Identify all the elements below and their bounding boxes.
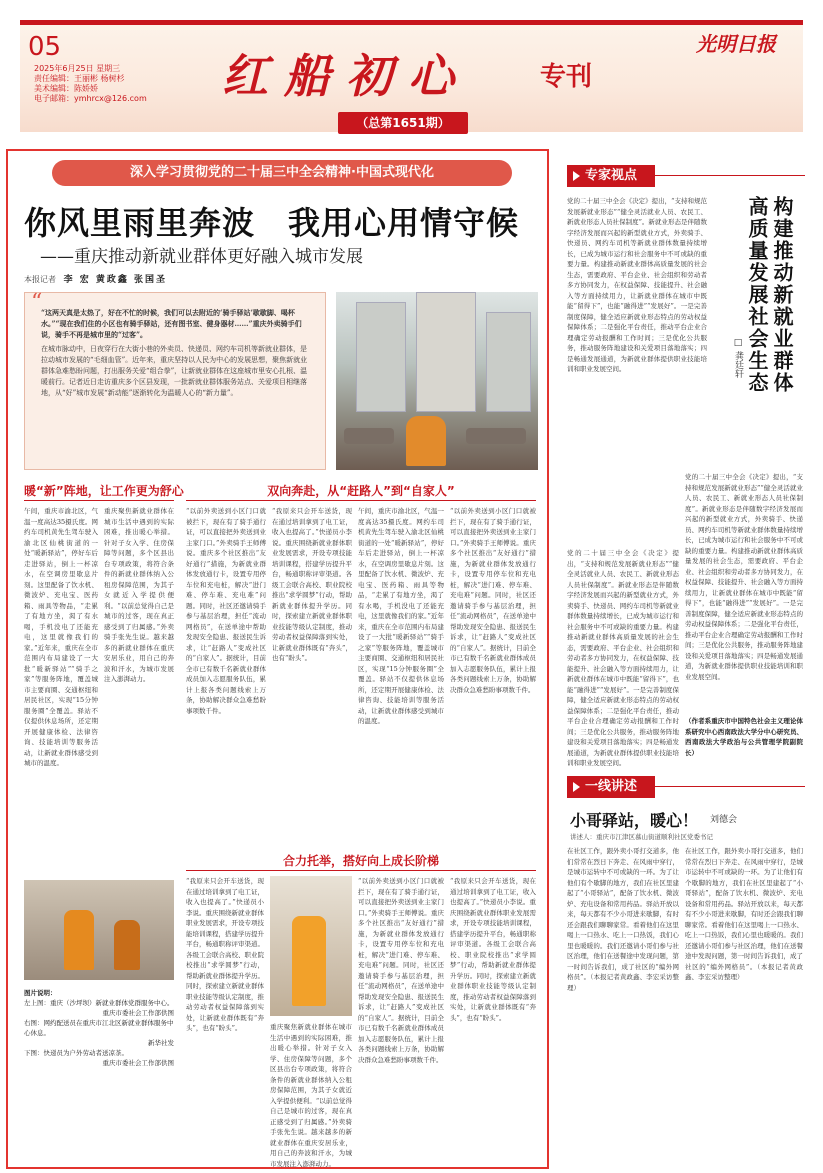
frontline-column-1: 在社区工作，跟外卖小哥打交道多，他们常常在烈日下奔走、在风雨中穿行，是城市运转中不可或缺的一环。为了让他们有个歇脚的地方，我们在社区里建起了“小哥驿站”，配备了饮水机、微波炉、充电设备和常用药品。驿站开放以来，每天都有不少小哥进来歇脚，有时还会跟我们聊聊家常。看着他们在这里喝上一口热水、吃上一口热饭，我们心里也暖暖的。我们还邀请小哥们参与社区治理，他们在送餐途中发现问题，第一时间告诉我们，成了社区的“编外网格员”。（本报记者黄政鑫、李宏采访整理） (567, 847, 679, 992)
photo-figure (64, 910, 94, 970)
caption-1-credit: 重庆市委社会工作部供图 (102, 1009, 174, 1017)
column-header-rule (655, 786, 805, 787)
section-title-2: 双向奔赴，从“赶路人”到“自家人” (267, 484, 455, 498)
newspaper-logo: 光明日报 (696, 32, 776, 56)
column-header-frontline: 一线讲述 (567, 776, 655, 798)
photo-courier (406, 416, 446, 466)
masthead-meta (34, 64, 147, 104)
frontline-story-title: 小哥驿站，暖心！ (570, 811, 699, 830)
meta-email: 电子邮箱：ymhrcx@126.com (34, 94, 147, 103)
section-title-3: 合力托举，搭好向上成长阶梯 (282, 854, 439, 868)
masthead-red-strip (20, 20, 803, 25)
caption-2: 右图：网约配送员在重庆市江北区新就业群体服务中心休息。 (24, 1019, 174, 1037)
article-column-1b: 重庆聚焦新就业群体在城市生活中遇到的实际困难，推出暖心举措。针对子女入学、住房保障等问题，多个区县出台专项政策，将符合条件的新就业群体纳入公租房保障范围，为其子女就近入学提供便利。“以前总觉得自己是城市的过客，现在真正感受到了归属感。”外卖骑手张先生说。越来越多的新就业群体在重庆安居乐业，用自己的奔波和汗水，为城市发展注入澎湃动力。 (104, 507, 174, 683)
lead-intro-box (24, 292, 326, 470)
quote-mark-icon: “ (31, 290, 43, 315)
byline-names: 李 宏 黄政鑫 张国圣 (63, 275, 168, 285)
photo-car (344, 428, 394, 444)
issue-number-badge: （总第1651期） (338, 112, 468, 134)
lead-photo-service-center (336, 292, 538, 470)
caption-3: 下图：快递员为户外劳动者送凉茶。 (24, 1049, 128, 1057)
article-column-9: “我原来只会开车送货，现在通过培训拿到了电工证，收入也提高了。”快递员小李说。重庆围绕新就业群体职业发展需求，开设专项技能培训课程，搭建学历提升平台，畅通职称评审渠道。各级工会联合高校、职业院校推出“求学圆梦”行动，帮助新就业群体提升学历。同时，探索建立新就业群体职业技能等级认定制度，推动劳动者权益保障落到实处，让新就业群体既有“奔头”，也有“盼头”。 (450, 877, 536, 1022)
photo-building (486, 312, 531, 412)
frontline-story-author: 刘德会 (710, 815, 738, 825)
lead-story-banner: 深入学习贯彻党的二十届三中全会精神·中国式现代化 (52, 160, 512, 186)
section-title-1: 暖“新”阵地，让工作更为舒心 (24, 484, 184, 498)
photo-caption-block (24, 988, 174, 1068)
article-column-1: 午间，重庆市渝北区，气温一度高达35摄氏度。网约车司机黄先生驾车驶入渝北区仙桃街道的一处“暖新驿站”，停好车后走进驿站，倒上一杯凉水，在空调房里歇息片刻。这里配备了饮水机、微波炉、充电宝、医药箱、雨具等物品，“走累了有地方坐，渴了有水喝，手机没电了还能充电，这里就像我们的家。”近年来，重庆在全市范围内布局建设了一大批“暖新驿站”“骑手之家”等服务阵地，覆盖城市主要商圈、交通枢纽和居民社区，实现“15分钟服务圈”全覆盖。驿站不仅提供休息场所，还定期开展健康体检、法律咨询、技能培训等服务活动，让新就业群体感受到城市的温度。 (24, 507, 98, 767)
meta-art-editor: 美术编辑：陈娇娇 (34, 84, 98, 93)
article-column-3: “我原来只会开车送货，现在通过培训拿到了电工证，收入也提高了。”快递员小李说。重庆围绕新就业群体职业发展需求，开设专项技能培训课程，搭建学历提升平台，畅通职称评审渠道。各级工会联合高校、职业院校推出“求学圆梦”行动，帮助新就业群体提升学历。同时，探索建立新就业群体职业技能等级认定制度，推动劳动者权益保障落到实处，让新就业群体既有“奔头”，也有“盼头”。 (272, 507, 352, 662)
meta-date: 2025年6月25日 星期三 (34, 64, 121, 73)
section-rule (186, 870, 536, 871)
caption-3-credit: 重庆市委社会工作部供图 (102, 1059, 174, 1067)
photo-delivery (270, 876, 352, 1016)
article-column-7: 重庆聚焦新就业群体在城市生活中遇到的实际困难，推出暖心举措。针对子女入学、住房保障等问题，多个区县出台专项政策，将符合条件的新就业群体纳入公租房保障范围，为其子女就近入学提供便利。“以前总觉得自己是城市的过客，现在真正感受到了归属感。”外卖骑手张先生说。越来越多的新就业群体在重庆安居乐业，用自己的奔波和汗水，为城市发展注入澎湃动力。 (270, 1023, 352, 1168)
article-column-4: 午间，重庆市渝北区，气温一度高达35摄氏度。网约车司机黄先生驾车驶入渝北区仙桃街道的一处“暖新驿站”，停好车后走进驿站，倒上一杯凉水，在空调房里歇息片刻。这里配备了饮水机、微波炉、充电宝、医药箱、雨具等物品，“走累了有地方坐，渴了有水喝，手机没电了还能充电，这里就像我们的家。”近年来，重庆在全市范围内布局建设了一大批“暖新驿站”“骑手之家”等服务阵地，覆盖城市主要商圈、交通枢纽和居民社区，实现“15分钟服务圈”全覆盖。驿站不仅提供休息场所，还定期开展健康体检、法律咨询、技能培训等服务活动，让新就业群体感受到城市的温度。 (358, 507, 444, 725)
lead-headline: 你风里雨里奔波 我用心用情守候 (24, 204, 520, 242)
page-number: 05 (28, 32, 62, 62)
commentary-author: □ 龚廷轩 (733, 338, 743, 378)
frontline-story-unit: 讲述人：重庆市江津区慕山街道顺利社区党委书记 (570, 833, 713, 841)
section-rule (24, 500, 174, 501)
article-column-5: “以前外卖送到小区门口就被拦下，现在有了骑手通行证，可以直接把外卖送到业主家门口。”外卖骑手王师傅说。重庆多个社区推出“友好通行”措施，为新就业群体发放通行卡，设置专用停车位和充电桩，解决“进门难、停车难、充电难”问题。同时，社区还邀请骑手参与基层治理，担任“流动网格员”，在送单途中帮助发现安全隐患、报送民生诉求，让“赶路人”变成社区的“自家人”。据统计，目前全市已有数千名新就业群体成员加入志愿服务队伍，累计上报各类问题线索上万条，协助解决群众急难愁盼事项数千件。 (450, 507, 536, 694)
caption-title: 图片说明： (24, 989, 57, 997)
article-column-6: “我原来只会开车送货，现在通过培训拿到了电工证，收入也提高了。”快递员小李说。重庆围绕新就业群体职业发展需求，开设专项技能培训课程，搭建学历提升平台，畅通职称评审渠道。各级工会联合高校、职业院校推出“求学圆梦”行动，帮助新就业群体提升学历。同时，探索建立新就业群体职业技能等级认定制度，推动劳动者权益保障落到实处，让新就业群体既有“奔头”，也有“盼头”。 (186, 877, 264, 1032)
lead-byline (24, 272, 167, 285)
column-header-expert: 专家视点 (567, 165, 655, 187)
caption-1: 左上图：重庆（沙坪坝）新就业群体党群服务中心。 (24, 999, 174, 1007)
commentary-column-1: 党的二十届三中全会《决定》提出，“支持和规范发展新就业形态”“健全灵活就业人员、农民工、新就业形态人员社保制度”。新就业形态是伴随数字经济发展而兴起的新型就业方式，外卖骑手、快递员、网约车司机等新就业群体数量持续增长，已成为城市运行和社会服务中不可或缺的重要力量。构建推动新就业群体高质量发展的社会生态，需要政府、平台企业、社会组织和劳动者多方协同发力，在权益保障、技能提升、社会融入等方面持续用力，让新就业群体在城市中既能“留得下”，也能“融得进”“发展好”。一是完善制度保障，健全适应新就业形态特点的劳动权益保障体系；二是强化平台责任，推动平台企业合理确定劳动报酬和工作时间；三是优化公共服务，推动服务阵地建设和关爱项目落地落实；四是畅通发展通道，为新就业群体提供职业技能培训和职业发展空间。 (567, 197, 707, 373)
lead-intro: 在城市脉动中，日夜穿行在大街小巷的外卖员、快递员、网约车司机等新就业群体，是拉动城市发展的“毛细血管”。近年来，重庆坚持以人民为中心的发展思想，聚焦新就业群体急难愁盼问题，打出服务关爱“组合拳”，让新就业群体在这座城市里安心扎根、温暖前行。记者近日走访重庆多个区县发现，一批新就业群体服务站点、关爱项目相继落地，从“好”城市发展“新动能”逐渐转化为温暖人心的“新力量”。 (41, 345, 308, 397)
photo-figure (292, 916, 326, 1006)
byline-prefix: 本报记者 (24, 275, 56, 284)
commentary-title-line-1: 构建推动新就业群体 (770, 196, 794, 394)
meta-editor: 责任编辑：王丽彬 杨树杉 (34, 74, 125, 83)
caption-2-credit: 新华社发 (148, 1039, 174, 1047)
frontline-column-2: 在社区工作，跟外卖小哥打交道多，他们常常在烈日下奔走、在风雨中穿行，是城市运转中不可或缺的一环。为了让他们有个歇脚的地方，我们在社区里建起了“小哥驿站”，配备了饮水机、微波炉、充电设备和常用药品。驿站开放以来，每天都有不少小哥进来歇脚，有时还会跟我们聊聊家常。看着他们在这里喝上一口热水、吃上一口热饭，我们心里也暖暖的。我们还邀请小哥们参与社区治理，他们在送餐途中发现问题，第一时间告诉我们，成了社区的“编外网格员”。（本报记者黄政鑫、李宏采访整理） (685, 847, 803, 981)
photo-car (466, 428, 526, 444)
lead-subheadline: ——重庆推动新就业群体更好融入城市发展 (40, 247, 363, 267)
photo-building (356, 302, 406, 412)
article-column-8: “以前外卖送到小区门口就被拦下，现在有了骑手通行证，可以直接把外卖送到业主家门口。”外卖骑手王师傅说。重庆多个社区推出“友好通行”措施，为新就业群体发放通行卡，设置专用停车位和充电桩，解决“进门难、停车难、充电难”问题。同时，社区还邀请骑手参与基层治理，担任“流动网格员”，在送单途中帮助发现安全隐患、报送民生诉求，让“赶路人”变成社区的“自家人”。据统计，目前全市已有数千名新就业群体成员加入志愿服务队伍，累计上报各类问题线索上万条，协助解决群众急难愁盼事项数千件。 (358, 877, 444, 1064)
column-header-rule (655, 175, 805, 176)
commentary-title-line-2: 高质量发展社会生态 (745, 196, 769, 394)
photo-building (416, 292, 476, 412)
commentary-author-note: （作者系重庆市中国特色社会主义理论体系研究中心西南政法大学分中心研究员、西南政法大学政治与公共管理学院副院长） (685, 717, 803, 757)
photo-figure (114, 920, 140, 970)
commentary-column-2: 党的二十届三中全会《决定》提出，“支持和规范发展新就业形态”“健全灵活就业人员、农民工、新就业形态人员社保制度”。新就业形态是伴随数字经济发展而兴起的新型就业方式，外卖骑手、快递员、网约车司机等新就业群体数量持续增长，已成为城市运行和社会服务中不可或缺的重要力量。构建推动新就业群体高质量发展的社会生态，需要政府、平台企业、社会组织和劳动者多方协同发力，在权益保障、技能提升、社会融入等方面持续用力，让新就业群体在城市中既能“留得下”，也能“融得进”“发展好”。一是完善制度保障，健全适应新就业形态特点的劳动权益保障体系；二是强化平台责任，推动平台企业合理确定劳动报酬和工作时间；三是优化公共服务，推动服务阵地建设和关爱项目落地落实；四是畅通发展通道，为新就业群体提供职业技能培训和职业发展空间。 (567, 549, 679, 767)
page-section-label: 专刊 (540, 62, 593, 92)
article-column-2: “以前外卖送到小区门口就被拦下，现在有了骑手通行证，可以直接把外卖送到业主家门口。”外卖骑手王师傅说。重庆多个社区推出“友好通行”措施，为新就业群体发放通行卡，设置专用停车位和充电桩，解决“进门难、停车难、充电难”问题。同时，社区还邀请骑手参与基层治理，担任“流动网格员”，在送单途中帮助发现安全隐患、报送民生诉求，让“赶路人”变成社区的“自家人”。据统计，目前全市已有数千名新就业群体成员加入志愿服务队伍，累计上报各类问题线索上万条，协助解决群众急难愁盼事项数千件。 (186, 507, 266, 715)
photo-courier-rest (24, 880, 174, 980)
commentary-column-3: 党的二十届三中全会《决定》提出，“支持和规范发展新就业形态”“健全灵活就业人员、农民工、新就业形态人员社保制度”。新就业形态是伴随数字经济发展而兴起的新型就业方式，外卖骑手、快递员、网约车司机等新就业群体数量持续增长，已成为城市运行和社会服务中不可或缺的重要力量。构建推动新就业群体高质量发展的社会生态，需要政府、平台企业、社会组织和劳动者多方协同发力，在权益保障、技能提升、社会融入等方面持续用力，让新就业群体在城市中既能“留得下”，也能“融得进”“发展好”。一是完善制度保障，健全适应新就业形态特点的劳动权益保障体系；二是强化平台责任，推动平台企业合理确定劳动报酬和工作时间；三是优化公共服务，推动服务阵地建设和关爱项目落地落实；四是畅通发展通道，为新就业群体提供职业技能培训和职业发展空间。 (685, 473, 803, 681)
lead-quote: “这两天真是太热了，好在不忙的时候，我们可以去附近的‘骑手驿站’歇歇脚、喝杯水。”“现在我们住的小区也有骑手驿站，还有图书室、健身器材……”重庆外卖骑手们说，骑手不再是城市里的“过客”。 (41, 308, 302, 339)
section-rule (186, 500, 536, 501)
page-title: 红船初心 (222, 49, 470, 103)
